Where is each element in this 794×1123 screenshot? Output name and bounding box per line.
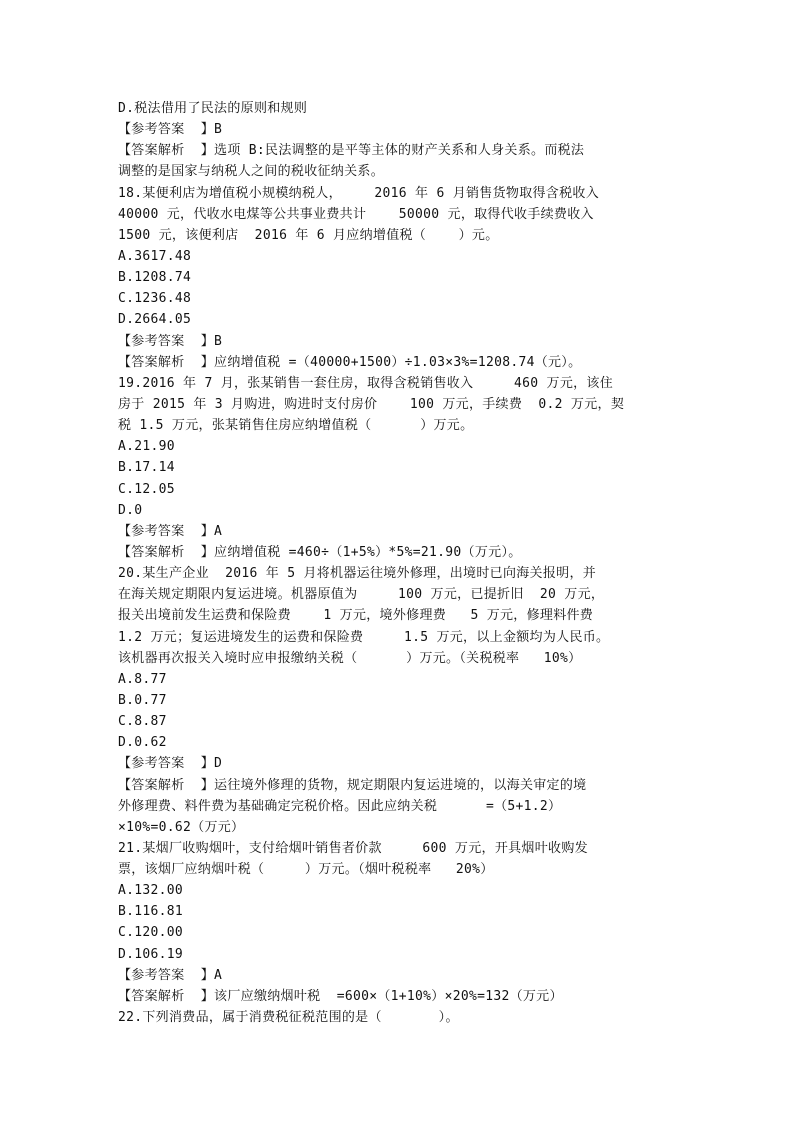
option-c: C.120.00 [118, 925, 184, 941]
document-page [118, 98, 688, 1028]
option-c: C.12.05 [118, 481, 175, 497]
question-21-cont: 票，该烟厂应纳烟叶税（ ）万元。（烟叶税税率 20%） [118, 862, 494, 878]
question-19-cont: 房于 2015 年 3 月购进，购进时支付房价 100 万元，手续费 0.2 万元，契 [118, 396, 625, 412]
answer-analysis-cont: 调整的是国家与纳税人之间的税收征纳关系。 [118, 164, 385, 180]
option-a: A.8.77 [118, 671, 167, 687]
answer-analysis: 【答案解析 】选项 B:民法调整的是平等主体的财产关系和人身关系。而税法 [118, 143, 585, 159]
option-b: B.17.14 [118, 460, 175, 476]
reference-answer: 【参考答案 】B [118, 122, 223, 138]
question-21: 21.某烟厂收购烟叶，支付给烟叶销售者价款 600 万元，开具烟叶收购发 [118, 840, 588, 856]
question-20-cont: 在海关规定期限内复运进境。机器原值为 100 万元，已提折旧 20 万元， [118, 587, 605, 603]
question-18-cont: 40000 元，代收水电煤等公共事业费共计 50000 元，取得代收手续费收入 [118, 206, 594, 222]
option-b: B.1208.74 [118, 270, 192, 286]
option-c: C.8.87 [118, 714, 167, 730]
reference-answer: 【参考答案 】D [118, 756, 223, 772]
question-20: 20.某生产企业 2016 年 5 月将机器运往境外修理，出境时已向海关报明，并 [118, 566, 597, 582]
question-18-cont: 1500 元，该便利店 2016 年 6 月应纳增值税（ ）元。 [118, 227, 499, 243]
reference-answer: 【参考答案 】A [118, 523, 223, 539]
option-d: D.106.19 [118, 946, 184, 962]
answer-analysis: 【答案解析 】运往境外修理的货物，规定期限内复运进境的，以海关审定的境 [118, 777, 587, 793]
option-a: A.132.00 [118, 883, 184, 899]
question-20-cont: 该机器再次报关入境时应申报缴纳关税（ ）万元。（关税税率 10%） [118, 650, 582, 666]
answer-analysis: 【答案解析 】应纳增值税 =（40000+1500）÷1.03×3%=1208.74（元）。 [118, 354, 582, 370]
option-b: B.0.77 [118, 692, 167, 708]
option-b: B.116.81 [118, 904, 184, 920]
option-d: D.0.62 [118, 735, 167, 751]
question-19: 19.2016 年 7 月，张某销售一套住房，取得含税销售收入 460 万元，该住 [118, 375, 614, 391]
reference-answer: 【参考答案 】A [118, 967, 223, 983]
answer-analysis-cont: 外修理费、料件费为基础确定完税价格。因此应纳关税 =（5+1.2） [118, 798, 562, 814]
option-d: D.0 [118, 502, 143, 518]
option-a: A.21.90 [118, 439, 175, 455]
option-c: C.1236.48 [118, 291, 192, 307]
question-18: 18.某便利店为增值税小规模纳税人， 2016 年 6 月销售货物取得含税收入 [118, 185, 599, 201]
option-a: A.3617.48 [118, 248, 192, 264]
answer-analysis: 【答案解析 】该厂应缴纳烟叶税 =600×（1+10%）×20%=132（万元） [118, 988, 563, 1004]
question-20-cont: 1.2 万元；复运进境发生的运费和保险费 1.5 万元，以上金额均为人民币。 [118, 629, 610, 645]
question-20-cont: 报关出境前发生运费和保险费 1 万元，境外修理费 5 万元，修理料件费 [118, 608, 594, 624]
option-line: D.税法借用了民法的原则和规则 [118, 101, 308, 116]
question-22: 22.下列消费品，属于消费税征税范围的是（ ）。 [118, 1010, 459, 1026]
question-19-cont: 税 1.5 万元，张某销售住房应纳增值税（ ）万元。 [118, 418, 474, 434]
option-d: D.2664.05 [118, 312, 192, 328]
answer-analysis: 【答案解析 】应纳增值税 =460÷（1+5%）*5%=21.90（万元）。 [118, 544, 522, 560]
answer-analysis-cont: ×10%=0.62（万元） [118, 819, 245, 835]
reference-answer: 【参考答案 】B [118, 333, 223, 349]
